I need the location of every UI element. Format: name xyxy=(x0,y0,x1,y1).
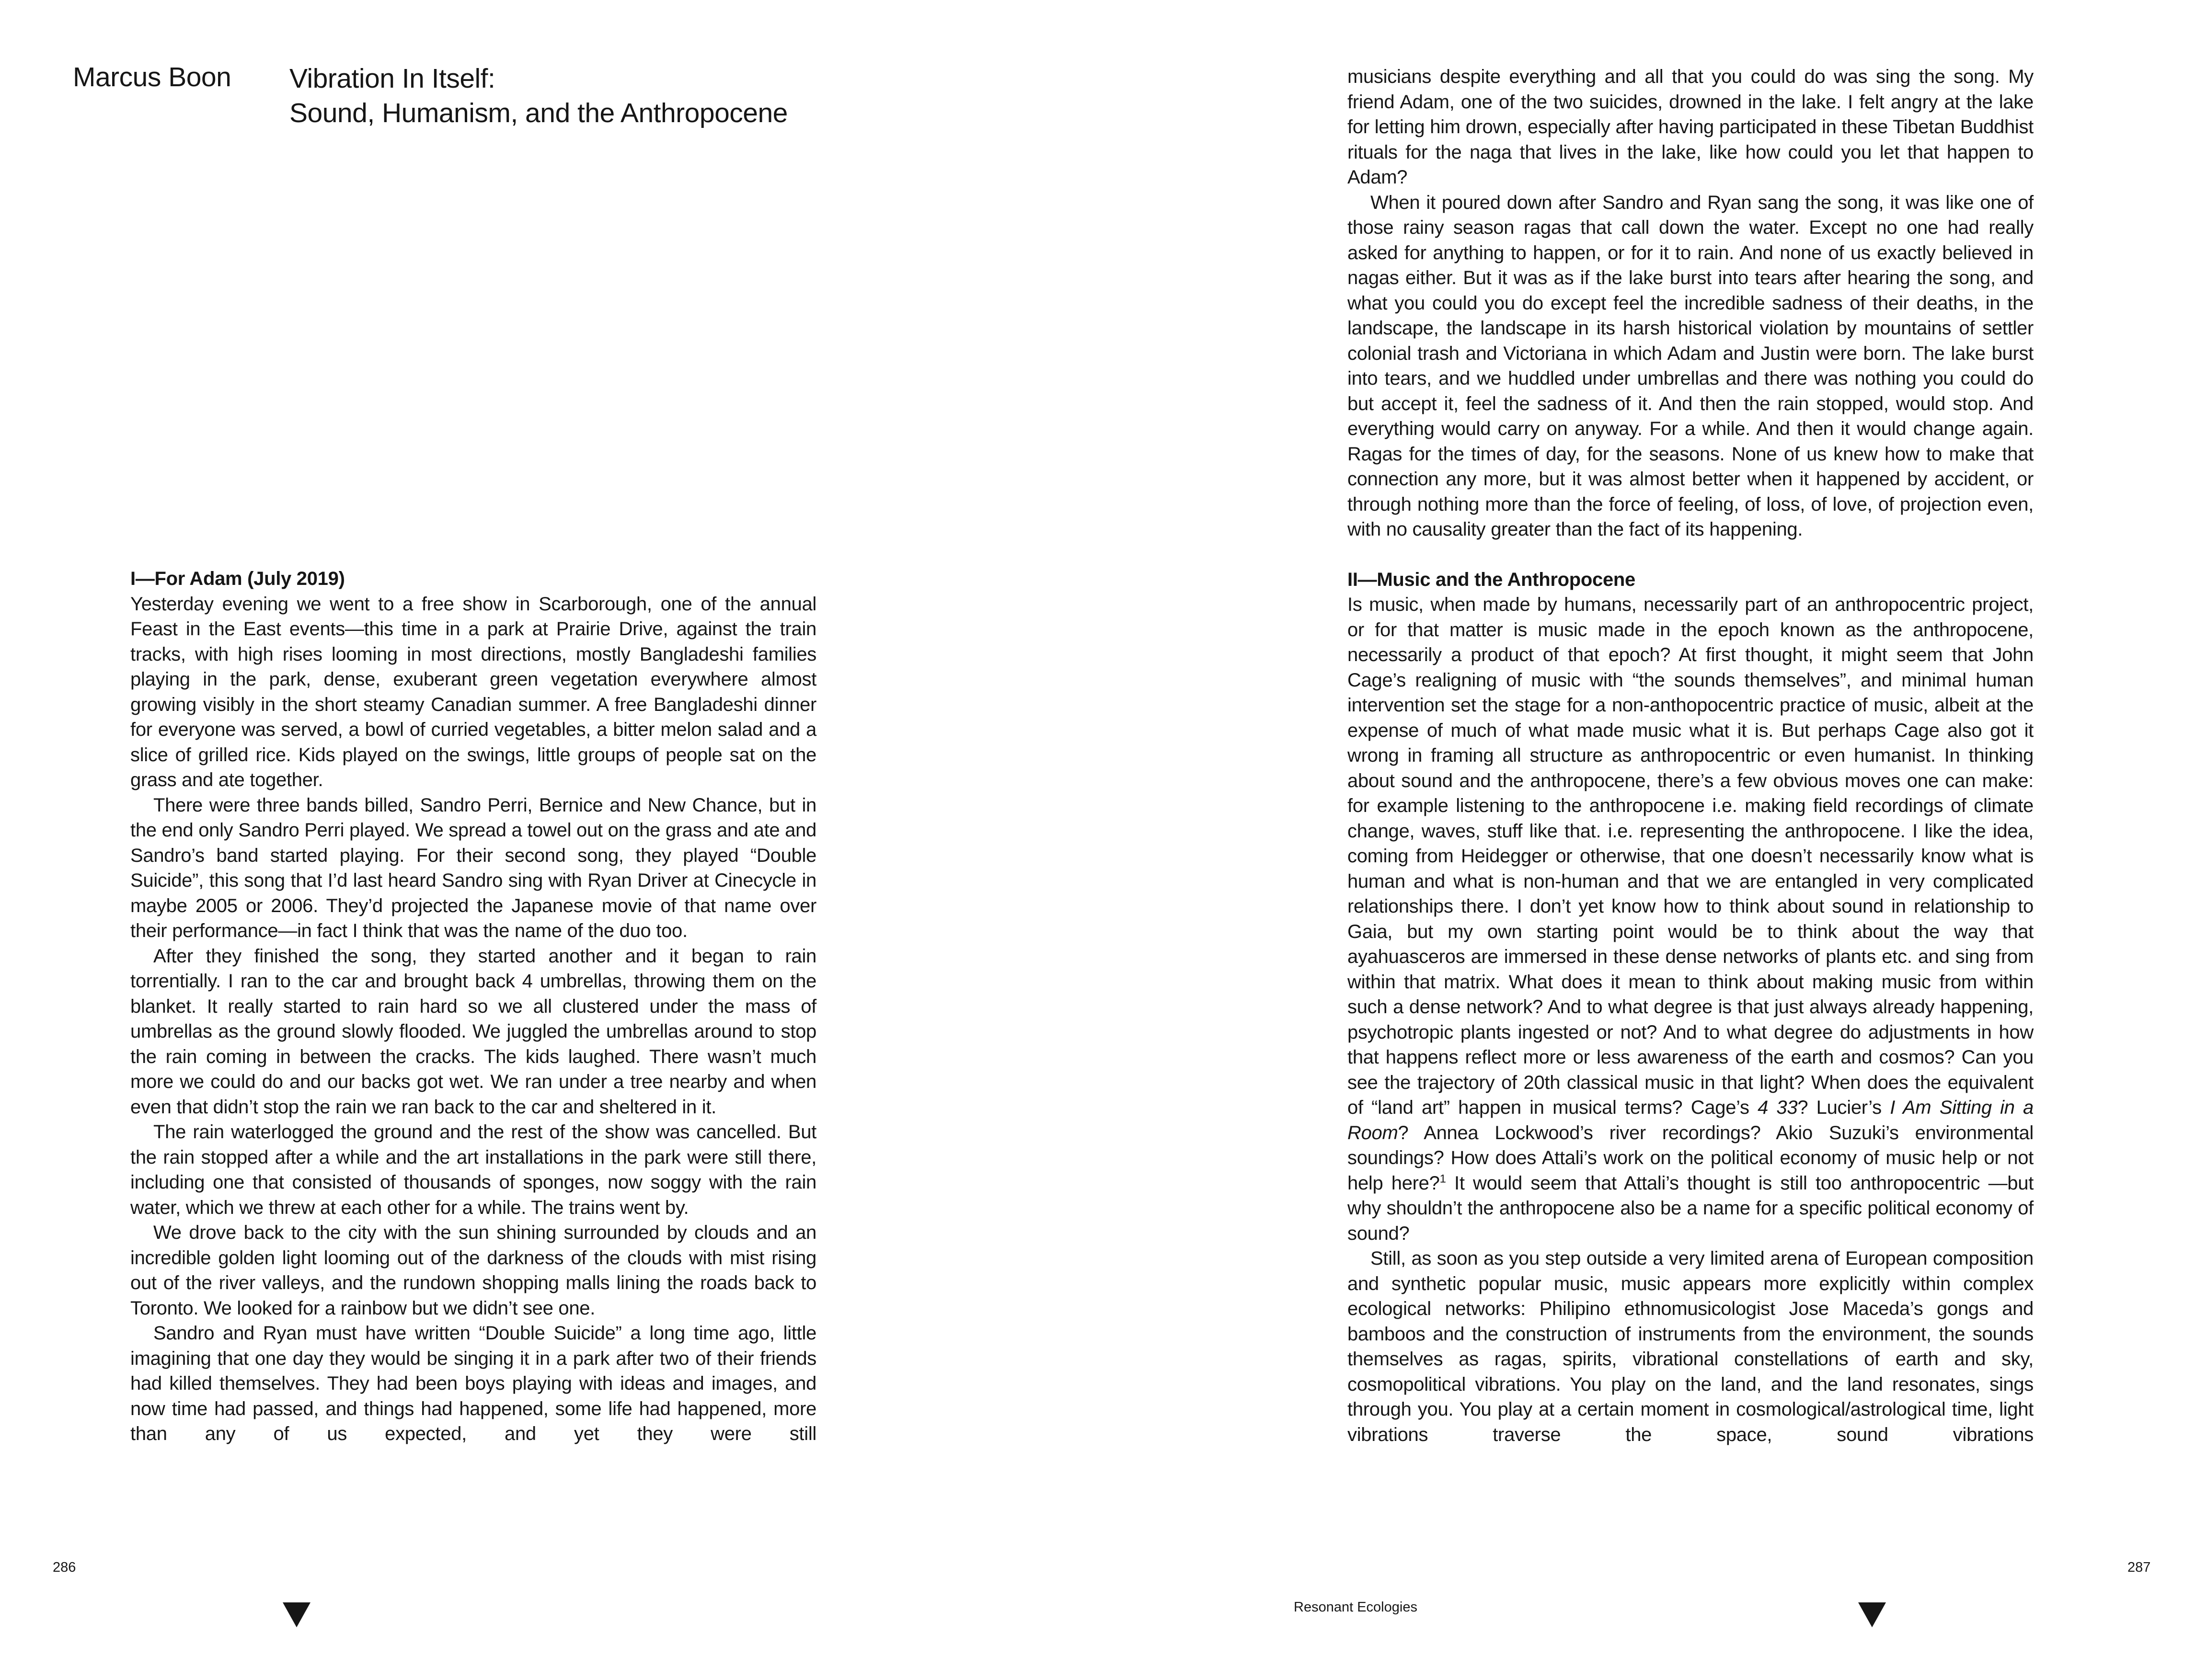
text-run: ? Annea Lockwood’s river recordings? Akio Suzuki’s environmental soundings? How does Attali’s work on the political economy of music help or not help here? xyxy=(1347,1122,2034,1194)
paragraph: Yesterday evening we went to a free show in Scarborough, one of the annual Feast in the East events—this time in a park at Prairie Drive, against the train tracks, with high rises looming in most directions, mostly Bangladeshi families playing in the park, dense, exuberant green vegetation everywhere almost growing visibly in the short steamy Canadian summer. A free Bangladeshi dinner for everyone was served, a bowl of curried vegetables, a bitter melon salad and a slice of grilled rice. Kids played on the swings, little groups of people sat on the grass and ate together. xyxy=(130,593,816,790)
text-run: Is music, when made by humans, necessarily part of an anthropocentric project, or for that matter is music made in the epoch known as the anthropocene, necessarily a product of that epoch? At first thought, it might seem that John Cage’s realigning of music with “the sounds themselves”, and minimal human intervention set the stage for a non-anthopocentric practice of music, albeit at the expense of much of what made music what it is. But perhaps Cage also got it wrong in framing all structure as anthropocentric or even humanist. In thinking about sound and the anthropocene, there’s a few obvious moves one can make: for example listening to the anthropocene i.e. making field recordings of climate change, waves, stuff like that. i.e. representing the anthropocene. I like the idea, coming from Heidegger or otherwise, that one doesn’t necessarily know what is human and what is non-human and that we are entangled in very complicated relationships there. I don’t yet know how to think about sound in relationship to Gaia, but my own starting point would be to think about the way that ayahuasceros are immersed in these dense networks of plants etc. and sing from within that matrix. What does it mean to think about making music from within such a dense network? And to what degree is that just always already happening, psychotropic plants ingested or not? And to what degree do adjustments in how that happens reflect more or less awareness of the earth and cosmos? Can you see the trajectory of 20th classical music in that light? When does the equivalent of “land art” happen in musical terms? Cage’s xyxy=(1347,594,2034,1118)
page-number-right: 287 xyxy=(2127,1560,2151,1575)
right-column xyxy=(1347,64,2034,1447)
article-title xyxy=(289,61,788,130)
paragraph-continuation: musicians despite everything and all that you could do was sing the song. My friend Adam, one of the two suicides, drowned in the lake. I felt angry at the lake for letting him drown, especially after having participated in these Tibetan Buddhist rituals for the naga that lives in the lake, like how could you let that happen to Adam? xyxy=(1347,66,2034,188)
down-triangle-icon xyxy=(283,1602,310,1627)
author-name: Marcus Boon xyxy=(73,62,231,92)
paragraph-continued: Sandro and Ryan must have written “Double Suicide” a long time ago, little imagining that one day they would be singing it in a park after two of their friends had killed themselves. They had been boys playing with ideas and images, and now time had passed, and things had happened, some life had happened, more than any of us expected, and yet they were still xyxy=(130,1323,816,1444)
paragraph: There were three bands billed, Sandro Perri, Bernice and New Chance, but in the end only Sandro Perri played. We spread a towel out on the grass and ate and Sandro’s band started playing. For their second song, they played “Double Suicide”, this song that I’d last heard Sandro sing with Ryan Driver at Cinecycle in maybe 2005 or 2006. They’d projected the Japanese movie of that name over their performance—in fact I think that was the name of the duo too. xyxy=(130,794,816,941)
paragraph: After they finished the song, they started another and it began to rain torrentially. I ran to the car and brought back 4 umbrellas, throwing them on the blanket. It really started to rain hard so we all clustered under the mass of umbrellas as the ground slowly flooded. We juggled the umbrellas around to stop the rain coming in between the cracks. The kids laughed. There wasn’t much more we could do and our backs got wet. We ran under a tree nearby and when even that didn’t stop the rain we ran back to the car and sheltered in it. xyxy=(130,945,816,1118)
paragraph-continued: Still, as soon as you step outside a very limited arena of European composition and synthetic popular music, music appears more explicitly within complex ecological networks: Philipino ethnomusicologist Jose Maceda’s gongs and bamboos and the construction of instruments from the environment, the sounds themselves as ragas, spirits, vibrational constellations of earth and sky, cosmopolitical vibrations. You play on the land, and the land resonates, sings through you. You play at a certain moment in cosmological/astrological time, light vibrations traverse the space, sound vibrations xyxy=(1347,1248,2034,1445)
paragraph xyxy=(1347,592,2034,1246)
section-heading-1: I—For Adam (July 2019) xyxy=(130,568,345,589)
section-heading-2: II—Music and the Anthropocene xyxy=(1347,569,1635,590)
work-title: I Am Sitting in a Room xyxy=(1347,1097,2034,1143)
page-number-left: 286 xyxy=(53,1560,76,1575)
title-line-1: Vibration In Itself: xyxy=(289,63,495,94)
text-run: It would seem that Attali’s thought is still too anthropocentric —but why shouldn’t the anthropocene also be a name for a specific political economy of sound? xyxy=(1347,1172,2034,1244)
paragraph: When it poured down after Sandro and Ryan sang the song, it was like one of those rainy season ragas that call down the water. Except no one had really asked for anything to happen, or for it to rain. And none of us exactly believed in nagas either. But it was as if the lake burst into tears after hearing the song, and what you could you do except feel the incredible sadness of their deaths, in the landscape, the landscape in its harsh historical violation by mountains of settler colonial trash and Victoriana in which Adam and Justin were born. The lake burst into tears, and we huddled under umbrellas and there was nothing you could do but accept it, feel the sadness of it. And then the rain stopped, would stop. And everything would carry on anyway. For a while. And then it would change again. Ragas for the times of day, for the seasons. None of us knew how to make that connection any more, but it was almost better when it happened by accident, or through nothing more than the force of feeling, of loss, of love, of projection even, with no causality greater than the fact of its happening. xyxy=(1347,192,2034,540)
left-column xyxy=(130,566,816,1447)
text-run: ? Lucier’s xyxy=(1797,1097,1890,1118)
paragraph: We drove back to the city with the sun shining surrounded by clouds and an incredible golden light looming out of the darkness of the clouds with mist rising out of the river valleys, and the rundown shopping malls lining the roads back to Toronto. We looked for a rainbow but we didn’t see one. xyxy=(130,1222,816,1319)
section-gap xyxy=(1347,542,2034,567)
down-triangle-icon xyxy=(1858,1602,1886,1627)
title-line-2: Sound, Humanism, and the Anthropocene xyxy=(289,98,788,128)
work-title: 4 33 xyxy=(1758,1097,1798,1118)
footnote-marker[interactable]: 1 xyxy=(1439,1172,1446,1186)
running-title: Resonant Ecologies xyxy=(1294,1600,1417,1615)
paragraph: The rain waterlogged the ground and the rest of the show was cancelled. But the rain stopped after a while and the art installations in the park were still there, including one that consisted of thousands of sponges, now soggy with the rain water, which we threw at each other for a while. The trains went by. xyxy=(130,1121,816,1218)
